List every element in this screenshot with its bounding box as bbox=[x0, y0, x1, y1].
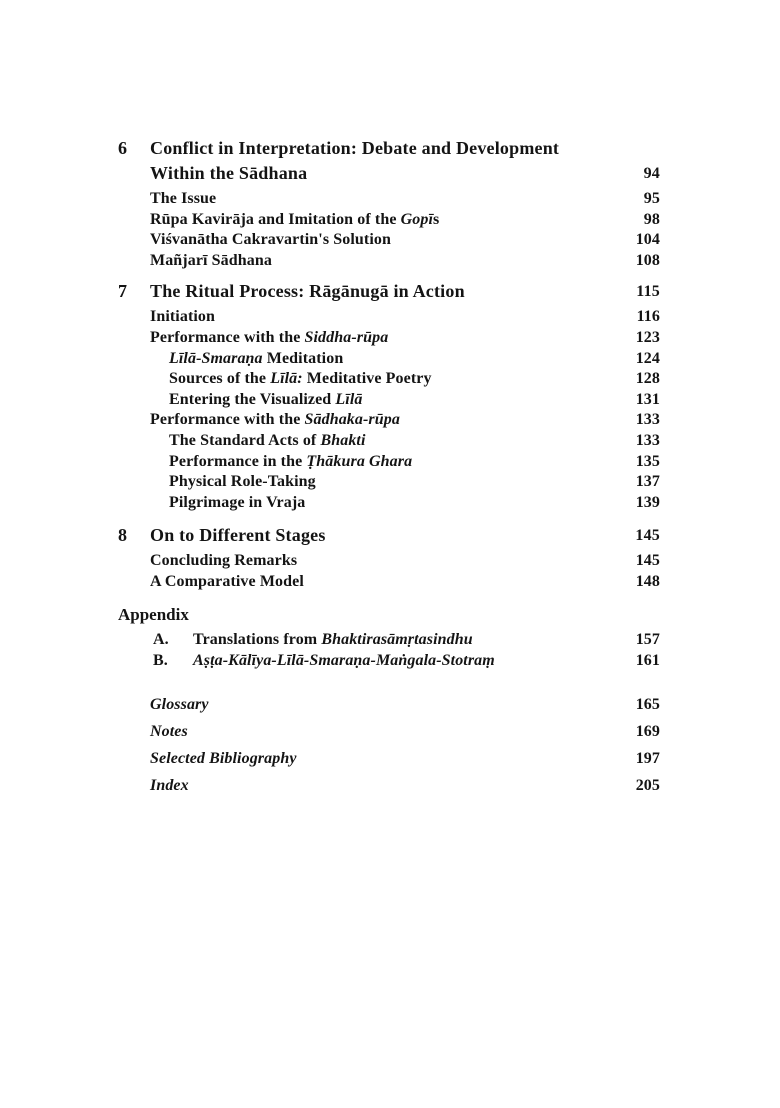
toc-entry bbox=[118, 431, 660, 452]
toc-entry bbox=[118, 369, 660, 390]
chapter-number: 6 bbox=[118, 138, 128, 158]
chapter-8-entries bbox=[118, 551, 660, 592]
toc-entry-label: Concluding Remarks bbox=[150, 552, 298, 570]
toc-entry bbox=[118, 452, 660, 473]
page-number: 124 bbox=[635, 349, 660, 367]
chapter-number: 7 bbox=[118, 281, 128, 302]
page-number: 123 bbox=[635, 328, 660, 346]
toc-entry-label: Mañjarī Sādhana bbox=[150, 251, 272, 269]
appendix-heading: Appendix bbox=[118, 604, 189, 624]
page-number: 139 bbox=[635, 493, 660, 511]
page-number: 133 bbox=[635, 411, 660, 429]
toc-entry bbox=[118, 472, 660, 493]
toc-entry-label: A Comparative Model bbox=[150, 572, 304, 590]
page-number: 115 bbox=[636, 283, 660, 301]
chapter-title bbox=[150, 136, 660, 186]
toc-entry-label: Performance with the Sādhaka-rūpa bbox=[150, 411, 400, 429]
toc-entry-label: Initiation bbox=[150, 308, 216, 326]
chapter-title-line-1: The Ritual Process: Rāgānugā in Action 115 bbox=[150, 279, 660, 304]
toc-entry-label: Glossary bbox=[150, 695, 209, 713]
page-number: 94 bbox=[643, 165, 660, 182]
toc-entry-label: Sources of the Līlā: Meditative Poetry bbox=[169, 370, 432, 388]
toc-entry bbox=[118, 718, 660, 745]
toc-entry-label: Performance in the Ṭhākura Ghara bbox=[169, 452, 413, 470]
toc-entry bbox=[118, 572, 660, 593]
chapter-7-entries bbox=[118, 307, 660, 513]
page-number: 205 bbox=[635, 776, 660, 794]
toc-entry bbox=[118, 745, 660, 772]
page-number: 161 bbox=[635, 651, 660, 669]
chapter-title-line-1: On to Different Stages 145 bbox=[150, 523, 660, 548]
toc-entry-label: Entering the Visualized Līlā bbox=[169, 390, 363, 408]
toc-entry-label: Selected Bibliography bbox=[150, 749, 297, 767]
chapter-heading-7 bbox=[118, 279, 660, 304]
toc-entry-label: Pilgrimage in Vraja bbox=[169, 493, 306, 511]
toc-entry bbox=[118, 410, 660, 431]
toc-entry-label: Index bbox=[150, 776, 189, 794]
toc-entry bbox=[118, 230, 660, 251]
page-number: 197 bbox=[635, 749, 660, 767]
chapter-title bbox=[150, 279, 660, 304]
appendix-entries bbox=[118, 629, 660, 671]
toc-entry-label: Notes bbox=[150, 722, 188, 740]
page-number: 133 bbox=[635, 431, 660, 449]
page-number: 137 bbox=[635, 473, 660, 491]
toc-entry bbox=[118, 210, 660, 231]
toc-entry bbox=[118, 629, 660, 650]
toc-entry-label: Performance with the Siddha-rūpa bbox=[150, 328, 389, 346]
toc-entry bbox=[118, 328, 660, 349]
page-number: 104 bbox=[635, 231, 660, 249]
table-of-contents bbox=[118, 136, 660, 799]
page-number: 98 bbox=[643, 210, 660, 228]
toc-entry-label: A. Translations from Bhaktirasāmṛtasindhu bbox=[153, 630, 473, 648]
appendix-letter: A. bbox=[153, 630, 169, 648]
toc-entry-label: The Issue bbox=[150, 190, 217, 207]
chapter-heading-8 bbox=[118, 523, 660, 548]
toc-entry bbox=[118, 307, 660, 328]
page-number: 157 bbox=[635, 630, 660, 648]
toc-entry bbox=[118, 251, 660, 272]
toc-entry-label: Līlā-Smaraṇa Meditation bbox=[169, 349, 344, 367]
chapter-title bbox=[150, 523, 660, 548]
toc-entry bbox=[118, 691, 660, 718]
page-number: 128 bbox=[635, 370, 660, 388]
toc-entry-label: B. Aṣṭa-Kālīya-Līlā-Smaraṇa-Maṅgala-Stotraṃ bbox=[153, 651, 495, 669]
toc-entry bbox=[118, 189, 660, 210]
chapter-title-line-2: Within the Sādhana 94 bbox=[150, 161, 660, 186]
page-number: 148 bbox=[635, 572, 660, 590]
page-number: 145 bbox=[635, 552, 660, 570]
page-number: 131 bbox=[635, 390, 660, 408]
page-number: 116 bbox=[636, 308, 660, 326]
chapter-number: 8 bbox=[118, 525, 128, 546]
toc-entry bbox=[118, 650, 660, 671]
toc-entry-label: Rūpa Kavirāja and Imitation of the Gopīs bbox=[150, 210, 440, 228]
toc-entry-label: The Standard Acts of Bhakti bbox=[169, 431, 366, 449]
toc-entry bbox=[118, 349, 660, 370]
back-matter-entries bbox=[118, 691, 660, 799]
toc-entry bbox=[118, 551, 660, 572]
page-number: 165 bbox=[635, 695, 660, 713]
page-number: 108 bbox=[635, 251, 660, 269]
page-number: 95 bbox=[643, 190, 660, 207]
page-number: 169 bbox=[635, 722, 660, 740]
chapter-heading-6 bbox=[118, 136, 660, 186]
toc-entry bbox=[118, 772, 660, 799]
toc-entry-label: Physical Role-Taking bbox=[169, 473, 316, 491]
chapter-title-line-1: Conflict in Interpretation: Debate and Development bbox=[150, 138, 560, 158]
toc-entry-label: Viśvanātha Cakravartin's Solution bbox=[150, 231, 391, 249]
page-number: 145 bbox=[635, 527, 660, 545]
page-number: 135 bbox=[635, 452, 660, 470]
toc-entry bbox=[118, 390, 660, 411]
appendix-letter: B. bbox=[153, 651, 168, 669]
chapter-6-entries bbox=[118, 189, 660, 271]
toc-entry bbox=[118, 493, 660, 514]
